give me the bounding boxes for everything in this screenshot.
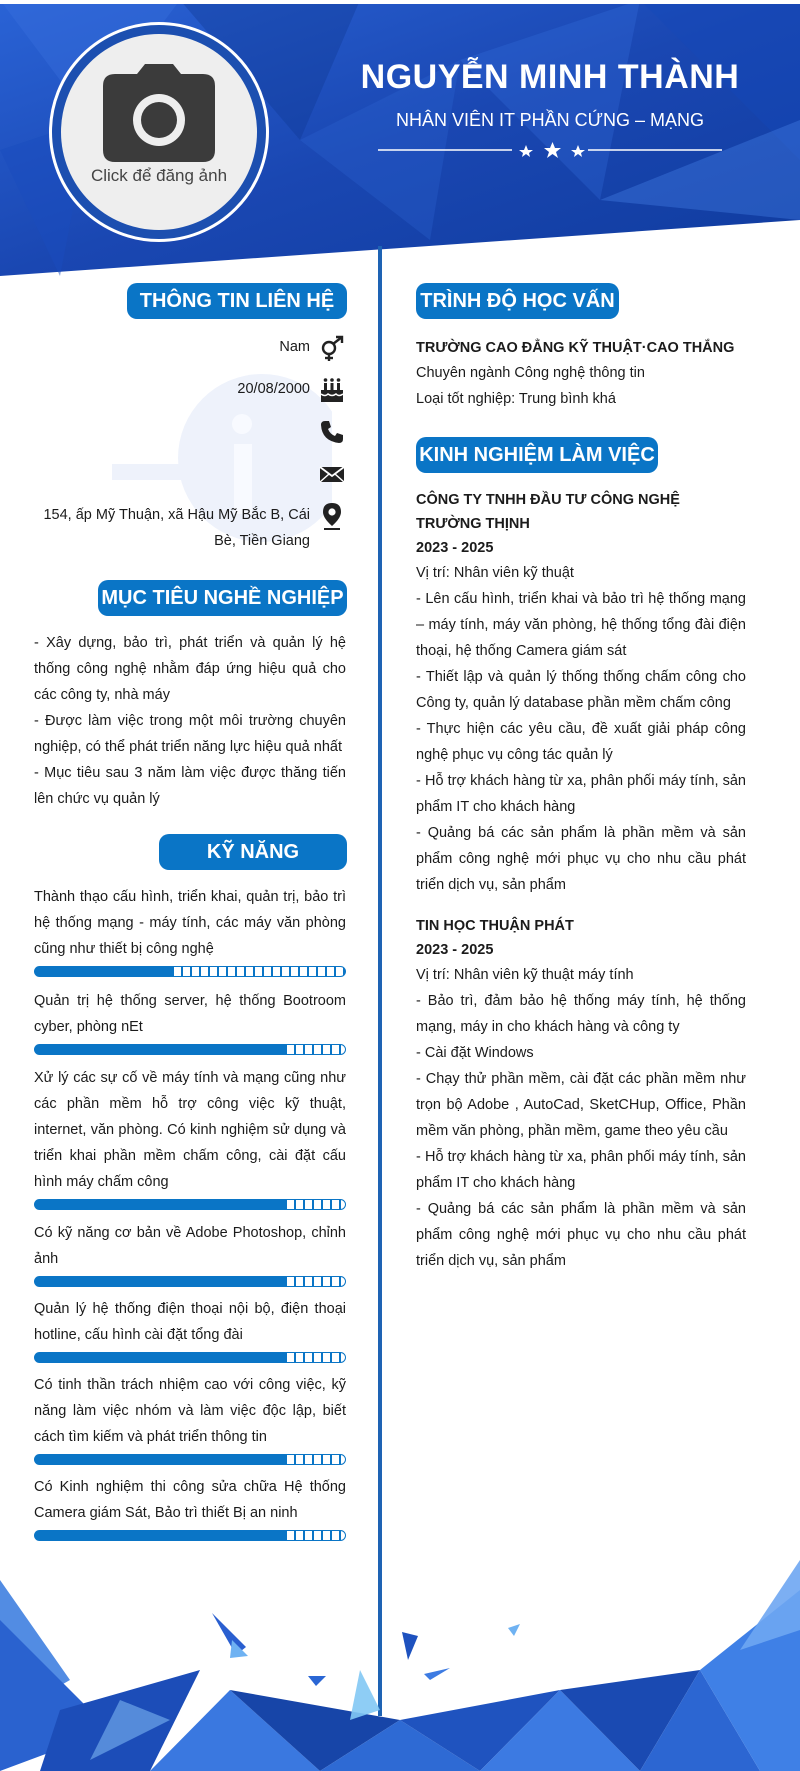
skill-level-fill: [34, 1530, 284, 1541]
skill-level-rest: [284, 1454, 346, 1465]
location-pin-icon: [318, 502, 346, 530]
address-line-1: 154, ấp Mỹ Thuận, xã Hậu Mỹ Bắc B, Cái: [43, 507, 310, 523]
skills-section-title: KỸ NĂNG: [159, 834, 347, 870]
skill-text: Có kỹ năng cơ bản về Adobe Photoshop, chỉnh ảnh: [34, 1225, 346, 1267]
job-duty: - Quảng bá các sản phẩm là phần mềm và sản phẩm công nghệ mới phục vụ cho nhu cầu phát triển dịch vụ, sản phẩm: [416, 1201, 746, 1269]
gender-value: Nam: [279, 339, 310, 355]
skill-level-fill: [34, 966, 171, 977]
address-line-2: Bè, Tiền Giang: [214, 533, 310, 549]
graduation-grade: Loại tốt nghiệp: Trung bình khá: [416, 391, 616, 407]
skill-level-fill: [34, 1454, 284, 1465]
job-position: Vị trí: Nhân viên kỹ thuật máy tính: [416, 967, 634, 983]
job-duty: - Hỗ trợ khách hàng từ xa, phân phối máy tính, sản phẩm IT cho khách hàng: [416, 1149, 746, 1191]
objective-line: - Mục tiêu sau 3 năm làm việc được thăng tiến lên chức vụ quản lý: [34, 765, 346, 807]
skill-item: [34, 1065, 346, 1210]
column-divider: [378, 246, 382, 1716]
job-duty: - Bảo trì, đảm bảo hệ thống máy tính, hệ thống mạng, máy in cho khách hàng và công ty: [416, 993, 746, 1035]
school-name: TRƯỜNG CAO ĐẲNG KỸ THUẬT·CAO THẮNG: [416, 340, 735, 356]
skill-text: Quản lý hệ thống điện thoại nội bộ, điện thoại hotline, cấu hình cài đặt tổng đài: [34, 1301, 346, 1343]
star-icon: [544, 142, 561, 158]
skill-item: [34, 1220, 346, 1287]
skill-level-rest: [284, 1276, 346, 1287]
skill-level-bar: [34, 1044, 346, 1055]
objective-line: - Được làm việc trong một môi trường chuyên nghiệp, có thể phát triển năng lực hiệu quả nhất: [34, 713, 346, 755]
contact-section-title: THÔNG TIN LIÊN HỆ: [127, 283, 347, 319]
skill-level-bar: [34, 1530, 346, 1541]
skill-text: Quản trị hệ thống server, hệ thống Bootroom cyber, phòng nEt: [34, 993, 346, 1035]
contact-phone-row: [34, 418, 346, 446]
job-duty: - Cài đặt Windows: [416, 1045, 534, 1061]
skill-level-rest: [284, 1044, 346, 1055]
phone-icon: [318, 418, 346, 446]
skill-level-fill: [34, 1276, 284, 1287]
gender-icon: [318, 334, 346, 362]
footer-background: [0, 1560, 800, 1771]
skill-level-rest: [284, 1530, 346, 1541]
contact-birthday-row: [34, 376, 346, 404]
job-duty: - Hỗ trợ khách hàng từ xa, phân phối máy tính, sản phẩm IT cho khách hàng: [416, 773, 746, 815]
skill-level-fill: [34, 1044, 284, 1055]
skill-item: [34, 988, 346, 1055]
skill-level-bar: [34, 966, 346, 977]
objective-body: [34, 630, 346, 812]
job-period: 2023 - 2025: [416, 942, 494, 958]
camera-icon: [103, 64, 215, 162]
job-position: Vị trí: Nhân viên kỹ thuật: [416, 565, 574, 581]
candidate-role: NHÂN VIÊN IT PHẦN CỨNG – MẠNG: [395, 110, 705, 130]
education-body: [416, 336, 746, 412]
skill-level-fill: [34, 1352, 284, 1363]
skill-level-bar: [34, 1454, 346, 1465]
skill-level-bar: [34, 1352, 346, 1363]
job-duty: - Chạy thử phần mềm, cài đặt các phần mềm như trọn bộ Adobe , AutoCad, SketCHup, Office, Phần mềm văn phòng, phần mềm, game theo yêu cầu: [416, 1071, 746, 1139]
job-entry: [416, 914, 746, 1274]
job-entry: [416, 488, 746, 898]
contact-email-row: [34, 460, 346, 488]
job-duty: - Quảng bá các sản phẩm là phần mềm và sản phẩm công nghệ mới phục vụ cho nhu cầu phát triển dịch vụ, sản phẩm: [416, 825, 746, 893]
job-period: 2023 - 2025: [416, 540, 494, 556]
job-duty: - Thực hiện các yêu cầu, đề xuất giải pháp công nghệ phục vụ công tác quản lý: [416, 721, 746, 763]
job-duty: - Thiết lập và quản lý thống thống chấm công cho Công ty, quản lý database phần mềm chấm công: [416, 669, 746, 711]
objective-section-title: MỤC TIÊU NGHỀ NGHIỆP: [98, 580, 347, 616]
skill-text: Thành thạo cấu hình, triển khai, quản trị, bảo trì hệ thống mạng - máy tính, các máy văn phòng cũng như thiết bị công nghệ: [34, 889, 346, 957]
skill-text: Có Kinh nghiệm thi công sửa chữa Hệ thống Camera giám Sát, Bảo trì thiết Bị an ninh: [34, 1479, 346, 1521]
skill-item: [34, 884, 346, 977]
skill-item: [34, 1474, 346, 1541]
skill-text: Xử lý các sự cố về máy tính và mạng cũng như các phần mềm hỗ trợ công việc kỹ thuật, internet, văn phòng. Có kinh nghiệm sử dụng và triển khai phần mềm chấm công, cài đặt cấu hình máy chấm công: [34, 1070, 346, 1190]
experience-section-title: KINH NGHIỆM LÀM VIỆC: [416, 437, 658, 473]
job-company: TIN HỌC THUẬN PHÁT: [416, 918, 574, 934]
email-icon: [318, 460, 346, 488]
major: Chuyên ngành Công nghệ thông tin: [416, 365, 645, 381]
contact-address-row: [34, 502, 346, 558]
avatar-upload[interactable]: [61, 34, 257, 230]
skill-level-bar: [34, 1199, 346, 1210]
skill-level-bar: [34, 1276, 346, 1287]
skill-level-fill: [34, 1199, 284, 1210]
skill-text: Có tinh thần trách nhiệm cao với công việc, kỹ năng làm việc nhóm và làm việc độc lập, biết cách tìm kiếm và phát triển thông tin: [34, 1377, 346, 1445]
skill-level-rest: [284, 1199, 346, 1210]
birthday-cake-icon: [318, 376, 346, 404]
contact-gender-row: [34, 334, 346, 362]
skill-item: [34, 1296, 346, 1363]
avatar-caption: Click để đăng ảnh: [90, 166, 228, 185]
job-duty: - Lên cấu hình, triển khai và bảo trì hệ thống mạng – máy tính, máy văn phòng, hệ thống tổng đài điện thoại, hệ thống Camera giám sát: [416, 591, 746, 659]
skill-level-rest: [171, 966, 346, 977]
star-icon: [519, 145, 533, 157]
objective-line: - Xây dựng, bảo trì, phát triển và quản lý hệ thống công nghệ nhằm đáp ứng hiệu quả cho các công ty, nhà máy: [34, 635, 346, 703]
star-icon: [571, 145, 585, 157]
birthday-value: 20/08/2000: [237, 381, 310, 397]
candidate-name: NGUYỄN MINH THÀNH: [360, 58, 740, 96]
job-company: CÔNG TY TNHH ĐẦU TƯ CÔNG NGHỆ TRƯỜNG THỊNH: [416, 492, 680, 532]
title-divider: [378, 140, 722, 160]
skill-level-rest: [284, 1352, 346, 1363]
skill-item: [34, 1372, 346, 1465]
education-section-title: TRÌNH ĐỘ HỌC VẤN: [416, 283, 619, 319]
